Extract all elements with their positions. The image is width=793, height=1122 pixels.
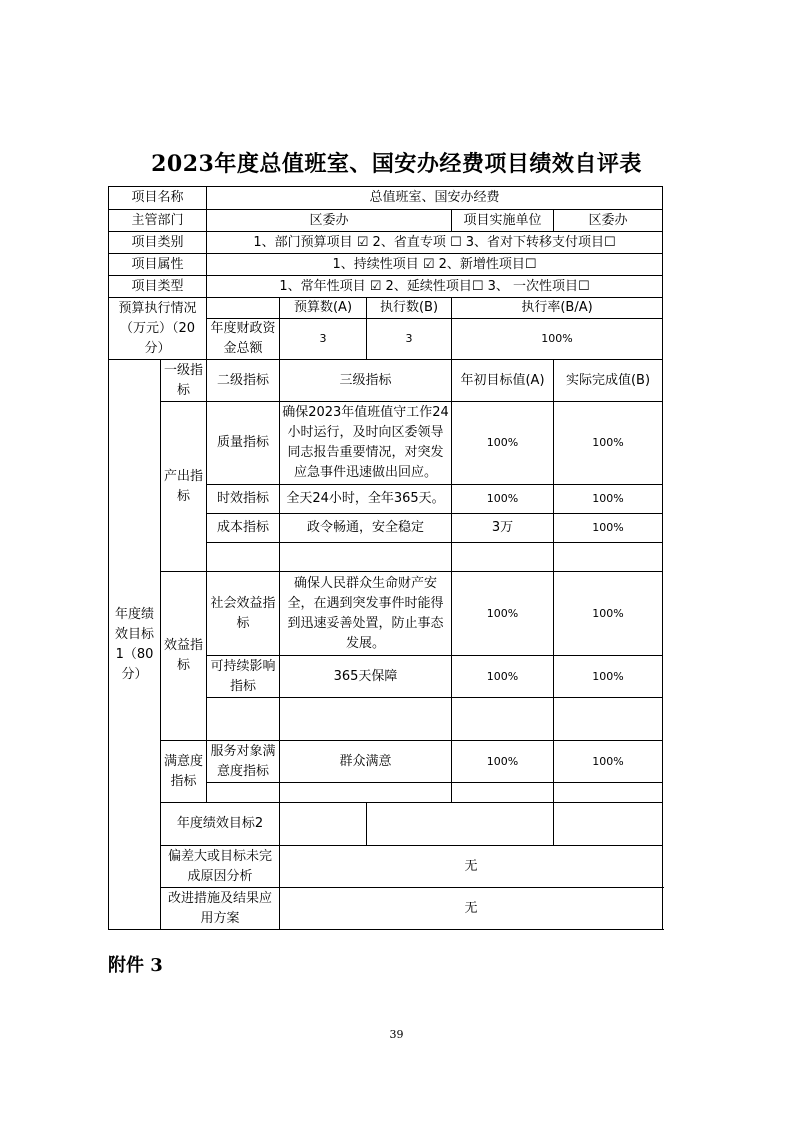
category-value: 1、部门预算项目 ☑ 2、省直专项 ☐ 3、省对下转移支付项目☐ [207, 232, 663, 254]
output-blank-actual [554, 543, 663, 572]
timeliness-actual: 100% [554, 485, 663, 514]
attribute-label: 项目属性 [109, 254, 207, 276]
service-actual: 100% [554, 741, 663, 783]
project-name-label: 项目名称 [109, 187, 207, 210]
deviation-label: 偏差大或目标未完成原因分析 [161, 846, 280, 888]
deviation-value: 无 [280, 846, 663, 888]
impl-unit-value: 区委办 [554, 210, 663, 232]
social-indicator-desc: 确保人民群众生命财产安全，在遇到突发事件时能得到迅速妥善处置，防止事态发展。 [280, 572, 452, 656]
satisfaction-blank-desc [280, 783, 452, 803]
cost-indicator-name: 成本指标 [207, 514, 280, 543]
quality-indicator-name: 质量指标 [207, 402, 280, 485]
satisfaction-indicator-label: 满意度指标 [161, 741, 207, 803]
timeliness-indicator-desc: 全天24小时，全年365天。 [280, 485, 452, 514]
sustain-indicator-desc: 365天保障 [280, 656, 452, 698]
output-blank-name [207, 543, 280, 572]
budget-col-header: 预算数(A) [280, 298, 367, 319]
category-label: 项目类别 [109, 232, 207, 254]
satisfaction-blank-target [452, 783, 554, 803]
type-label: 项目类型 [109, 276, 207, 298]
target2-blank-level2 [280, 803, 367, 846]
output-blank-target [452, 543, 554, 572]
social-actual: 100% [554, 572, 663, 656]
initial-target-header: 年初目标值(A) [452, 360, 554, 402]
satisfaction-blank-actual [554, 783, 663, 803]
level1-header: 一级指标 [161, 360, 207, 402]
cost-indicator-desc: 政令畅通，安全稳定 [280, 514, 452, 543]
budget-value: 3 [280, 319, 367, 360]
exec-value: 3 [367, 319, 452, 360]
attachment-label: 附件 3 [108, 955, 163, 976]
cost-actual: 100% [554, 514, 663, 543]
target2-blank-target [554, 803, 663, 846]
dept-label: 主管部门 [109, 210, 207, 232]
budget-execution-label: 预算执行情况（万元）（20分） [109, 298, 207, 360]
annual-fund-label: 年度财政资金总额 [207, 319, 280, 360]
sustain-actual: 100% [554, 656, 663, 698]
sustain-target: 100% [452, 656, 554, 698]
impl-unit-label: 项目实施单位 [452, 210, 554, 232]
improvement-label: 改进措施及结果应用方案 [161, 888, 280, 930]
benefit-blank-actual [554, 698, 663, 741]
exec-col-header: 执行数(B) [367, 298, 452, 319]
target1-label: 年度绩效目标1（80分） [109, 360, 161, 930]
project-name-value: 总值班室、国安办经费 [207, 187, 663, 210]
level2-header: 二级指标 [207, 360, 280, 402]
benefit-blank-target [452, 698, 554, 741]
cost-target: 3万 [452, 514, 554, 543]
rate-value: 100% [452, 319, 663, 360]
social-indicator-name: 社会效益指标 [207, 572, 280, 656]
service-target: 100% [452, 741, 554, 783]
social-target: 100% [452, 572, 554, 656]
dept-value: 区委办 [207, 210, 452, 232]
performance-evaluation-table [108, 186, 663, 930]
timeliness-indicator-name: 时效指标 [207, 485, 280, 514]
type-value: 1、常年性项目 ☑ 2、延续性项目☐ 3、 一次性项目☐ [207, 276, 663, 298]
service-indicator-name: 服务对象满意度指标 [207, 741, 280, 783]
quality-actual: 100% [554, 402, 663, 485]
service-indicator-desc: 群众满意 [280, 741, 452, 783]
budget-header-blank [207, 298, 280, 319]
attribute-value: 1、持续性项目 ☑ 2、新增性项目☐ [207, 254, 663, 276]
actual-value-header: 实际完成值(B) [554, 360, 663, 402]
level3-header: 三级指标 [280, 360, 452, 402]
timeliness-target: 100% [452, 485, 554, 514]
benefit-indicator-label: 效益指标 [161, 572, 207, 741]
output-indicator-label: 产出指标 [161, 402, 207, 572]
quality-target: 100% [452, 402, 554, 485]
rate-col-header: 执行率(B/A) [452, 298, 663, 319]
page-number: 39 [389, 1028, 404, 1041]
target2-label: 年度绩效目标2 [161, 803, 280, 846]
target2-blank-level3 [367, 803, 554, 846]
page-title: 2023年度总值班室、国安办经费项目绩效自评表 [151, 151, 642, 177]
benefit-blank-desc [280, 698, 452, 741]
sustain-indicator-name: 可持续影响指标 [207, 656, 280, 698]
benefit-blank-name [207, 698, 280, 741]
quality-indicator-desc: 确保2023年值班值守工作24小时运行，及时向区委领导同志报告重要情况，对突发应急事件迅速做出回应。 [280, 402, 452, 485]
output-blank-desc [280, 543, 452, 572]
satisfaction-blank-name [207, 783, 280, 803]
improvement-value: 无 [280, 888, 663, 930]
